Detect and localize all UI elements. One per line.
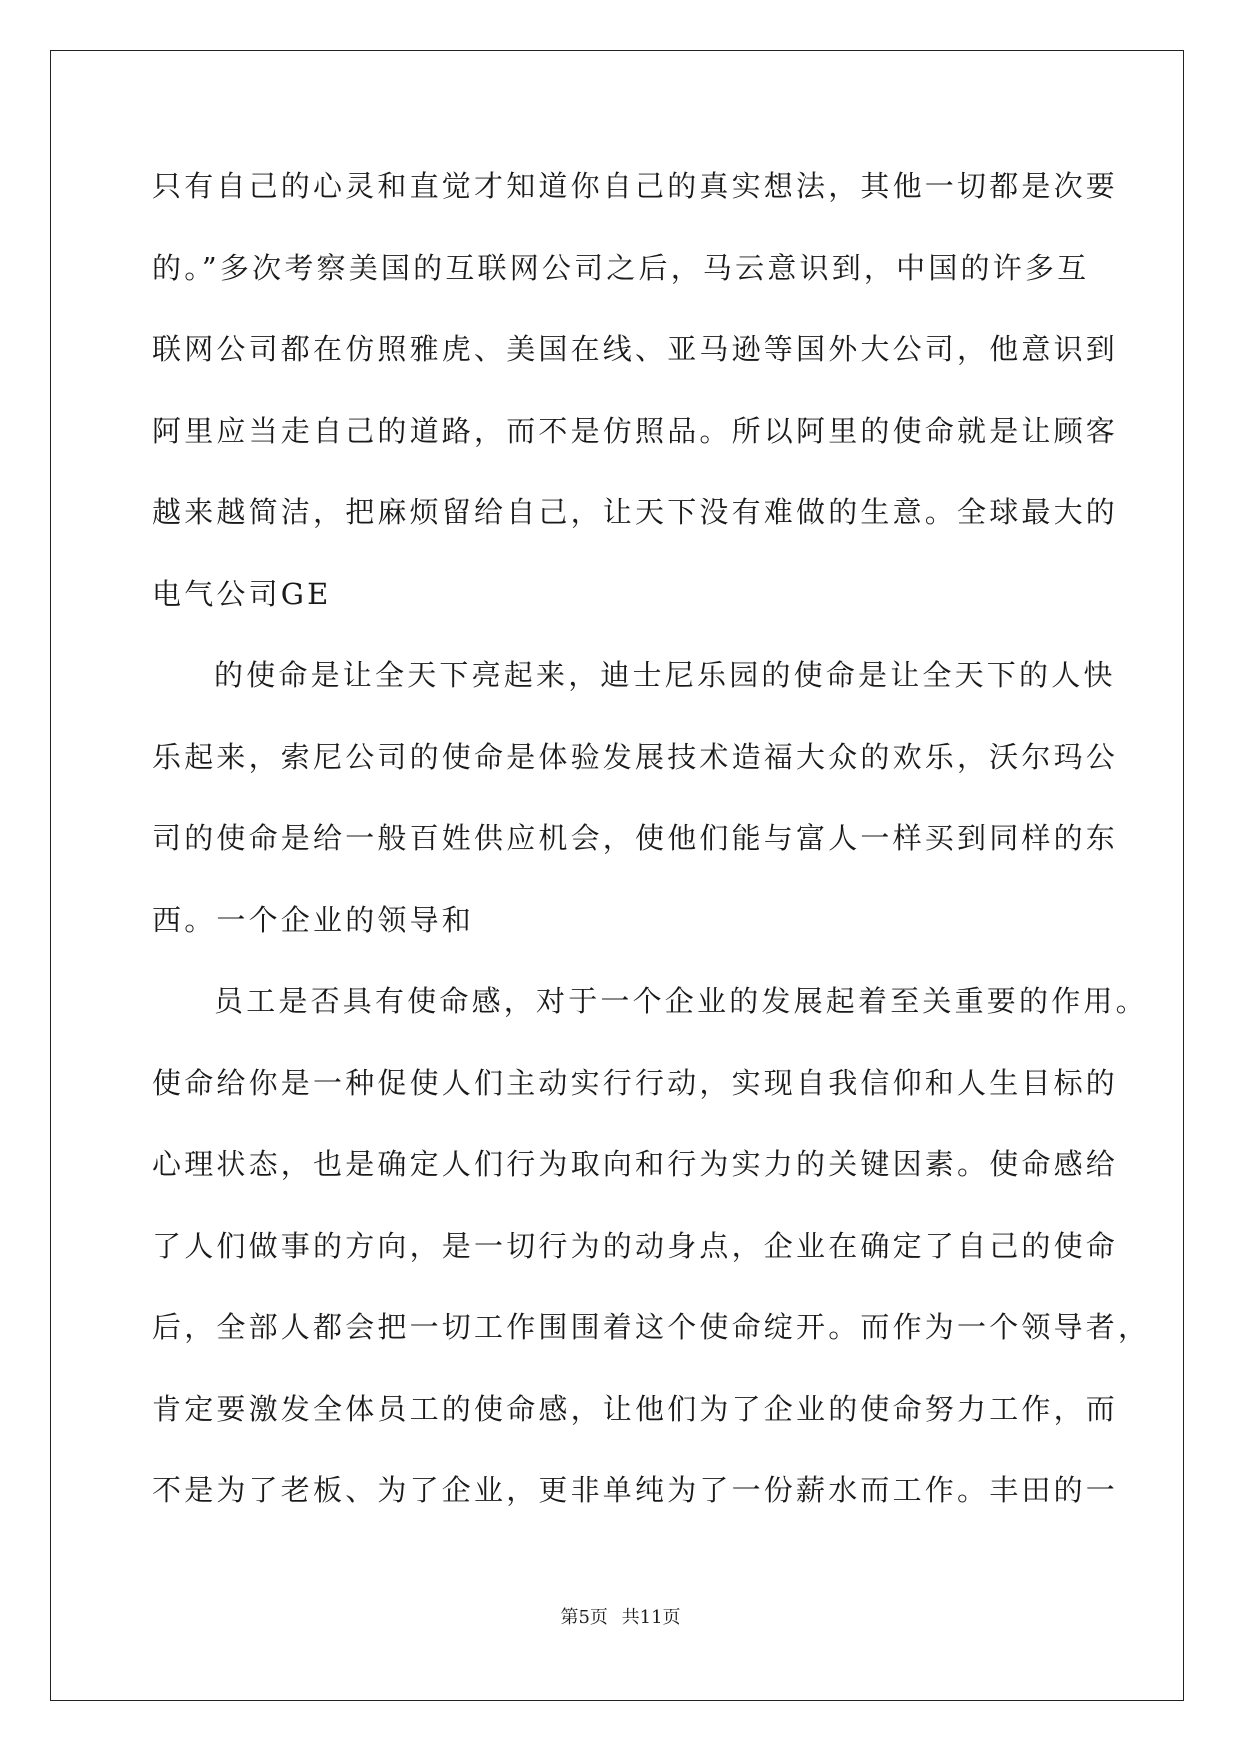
document-body — [152, 166, 1151, 1552]
text-line: 心理状态，也是确定人们行为取向和行为实力的关键因素。使命感给 — [152, 1147, 1119, 1181]
text-line: 不是为了老板、为了企业，更非单纯为了一份薪水而工作。丰田的一 — [152, 1473, 1119, 1507]
text-line: 联网公司都在仿照雅虎、美国在线、亚马逊等国外大公司，他意识到 — [152, 332, 1119, 366]
text-line: 了人们做事的方向，是一切行为的动身点，企业在确定了自己的使命 — [152, 1228, 1119, 1263]
text-line: 后，全部人都会把一切工作围围着这个使命绽开。而作为一个领导者， — [152, 1310, 1151, 1344]
text-line: 阿里应当走自己的道路，而不是仿照品。所以阿里的使命就是让顾客 — [152, 413, 1119, 448]
text-line: 只有自己的心灵和直觉才知道你自己的真实想法，其他一切都是次要 — [152, 169, 1119, 203]
paragraph-start-line: 的使命是让全天下亮起来，迪士尼乐园的使命是让全天下的人快 — [214, 658, 1116, 692]
page-number: 第5页 — [560, 1607, 608, 1628]
text-line: 的。”多次考察美国的互联网公司之后，马云意识到，中国的许多互 — [152, 250, 1090, 285]
text-line: 越来越简洁，把麻烦留给自己，让天下没有难做的生意。全球最大的 — [152, 495, 1119, 529]
text-line: 使命给你是一种促使人们主动实行行动，实现自我信仰和人生目标的 — [152, 1065, 1119, 1100]
text-line: 西。一个企业的领导和 — [152, 902, 475, 937]
text-line: 乐起来，索尼公司的使命是体验发展技术造福大众的欢乐，沃尔玛公 — [152, 739, 1119, 774]
paragraph-start-line: 员工是否具有使命感，对于一个企业的发展起着至关重要的作用。 — [214, 984, 1148, 1018]
text-line: 司的使命是给一般百姓供应机会，使他们能与富人一样买到同样的东 — [152, 821, 1119, 855]
text-line: 电气公司GE — [152, 576, 332, 611]
page-footer — [0, 1603, 1241, 1629]
page-total: 共11页 — [621, 1607, 681, 1628]
text-line: 肯定要激发全体员工的使命感，让他们为了企业的使命努力工作，而 — [152, 1391, 1119, 1426]
